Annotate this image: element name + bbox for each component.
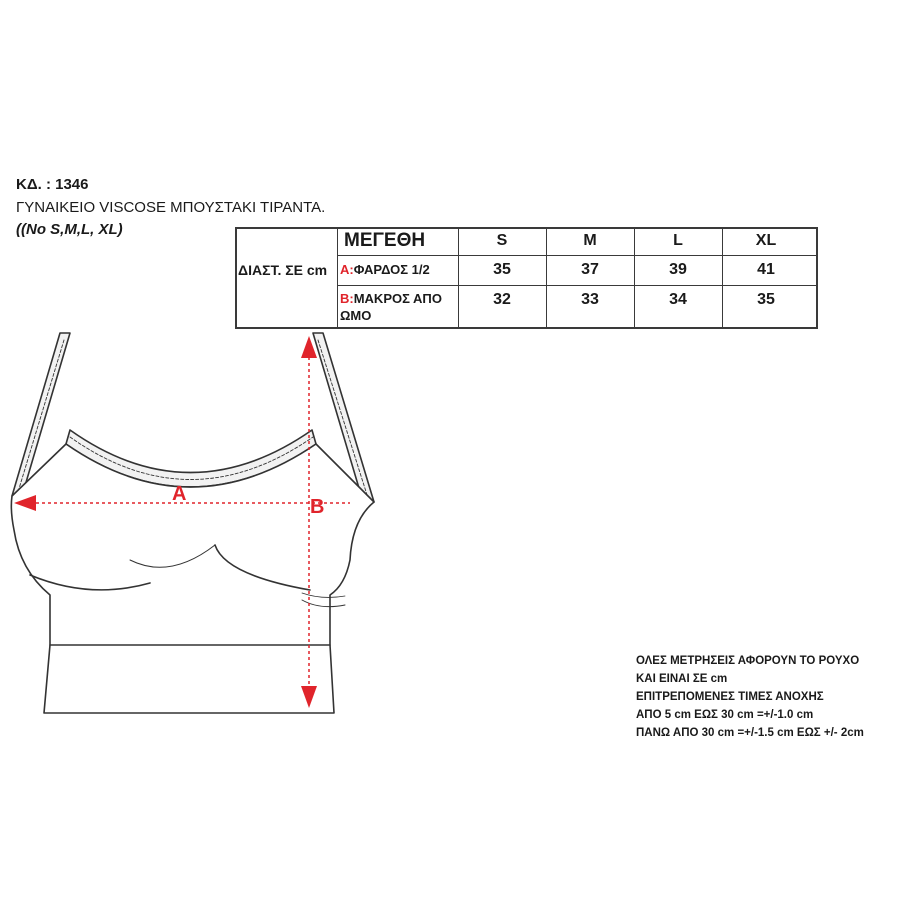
measurement-a-label: A: [172, 483, 187, 505]
product-code: ΚΔ. : 1346: [16, 176, 89, 193]
row-b-label: [340, 291, 442, 306]
note-line-2: ΚΑΙ ΕΙΝΑΙ ΣΕ cm: [636, 673, 728, 685]
table-divider: [634, 227, 635, 329]
size-xl: XL: [755, 232, 777, 249]
row-a-label: [340, 262, 430, 277]
row-b-text: ΜΑΚΡΟΣ ΑΠΟ: [353, 291, 442, 306]
table-border: [235, 227, 818, 229]
row-a-value-s: 35: [493, 261, 511, 278]
bralette-technical-drawing: [0, 320, 400, 740]
note-line-5: ΠΑΝΩ ΑΠΟ 30 cm =+/-1.5 cm ΕΩΣ +/- 2cm: [636, 727, 864, 739]
product-description: ΓΥΝΑΙΚΕΙΟ VISCOSE ΜΠΟΥΣΤΑΚΙ ΤΙΡΑΝΤΑ.: [16, 199, 326, 216]
row-a-value-m: 37: [581, 261, 599, 278]
note-line-4: ΑΠΟ 5 cm ΕΩΣ 30 cm =+/-1.0 cm: [636, 709, 814, 721]
table-divider: [337, 285, 818, 286]
row-a-value-xl: 41: [757, 261, 775, 278]
table-divider: [546, 227, 547, 329]
measurement-b-label: B: [310, 496, 325, 518]
size-s: S: [496, 232, 508, 249]
row-b-letter: B:: [340, 291, 354, 306]
row-b-value-xl: 35: [757, 291, 775, 308]
table-divider: [337, 227, 338, 329]
row-b-value-l: 34: [669, 291, 687, 308]
table-border: [235, 227, 237, 329]
note-line-1: ΟΛΕΣ ΜΕΤΡΗΣΕΙΣ ΑΦΟΡΟΥΝ ΤΟ ΡΟΥΧΟ: [636, 655, 860, 667]
size-m: M: [583, 232, 597, 249]
note-line-3: ΕΠΙΤΡΕΠΟΜΕΝΕΣ ΤΙΜΕΣ ΑΝΟΧΗΣ: [636, 691, 824, 703]
row-b-label-line2: ΩΜΟ: [340, 308, 372, 323]
table-divider: [458, 227, 459, 329]
row-b-value-m: 33: [581, 291, 599, 308]
row-a-value-l: 39: [669, 261, 687, 278]
row-a-text: ΦΑΡΔΟΣ 1/2: [353, 262, 430, 277]
table-divider: [337, 255, 818, 256]
size-l: L: [673, 232, 683, 249]
table-divider: [722, 227, 723, 329]
row-b-value-s: 32: [493, 291, 511, 308]
dimensions-unit-label: ΔΙΑΣΤ. ΣΕ cm: [238, 262, 328, 278]
table-border: [816, 227, 818, 329]
row-a-letter: A:: [340, 262, 354, 277]
sizes-header: ΜΕΓΕΘΗ: [344, 230, 426, 251]
size-table: [0, 0, 900, 340]
available-sizes-note: ((No S,M,L, XL): [16, 221, 123, 238]
